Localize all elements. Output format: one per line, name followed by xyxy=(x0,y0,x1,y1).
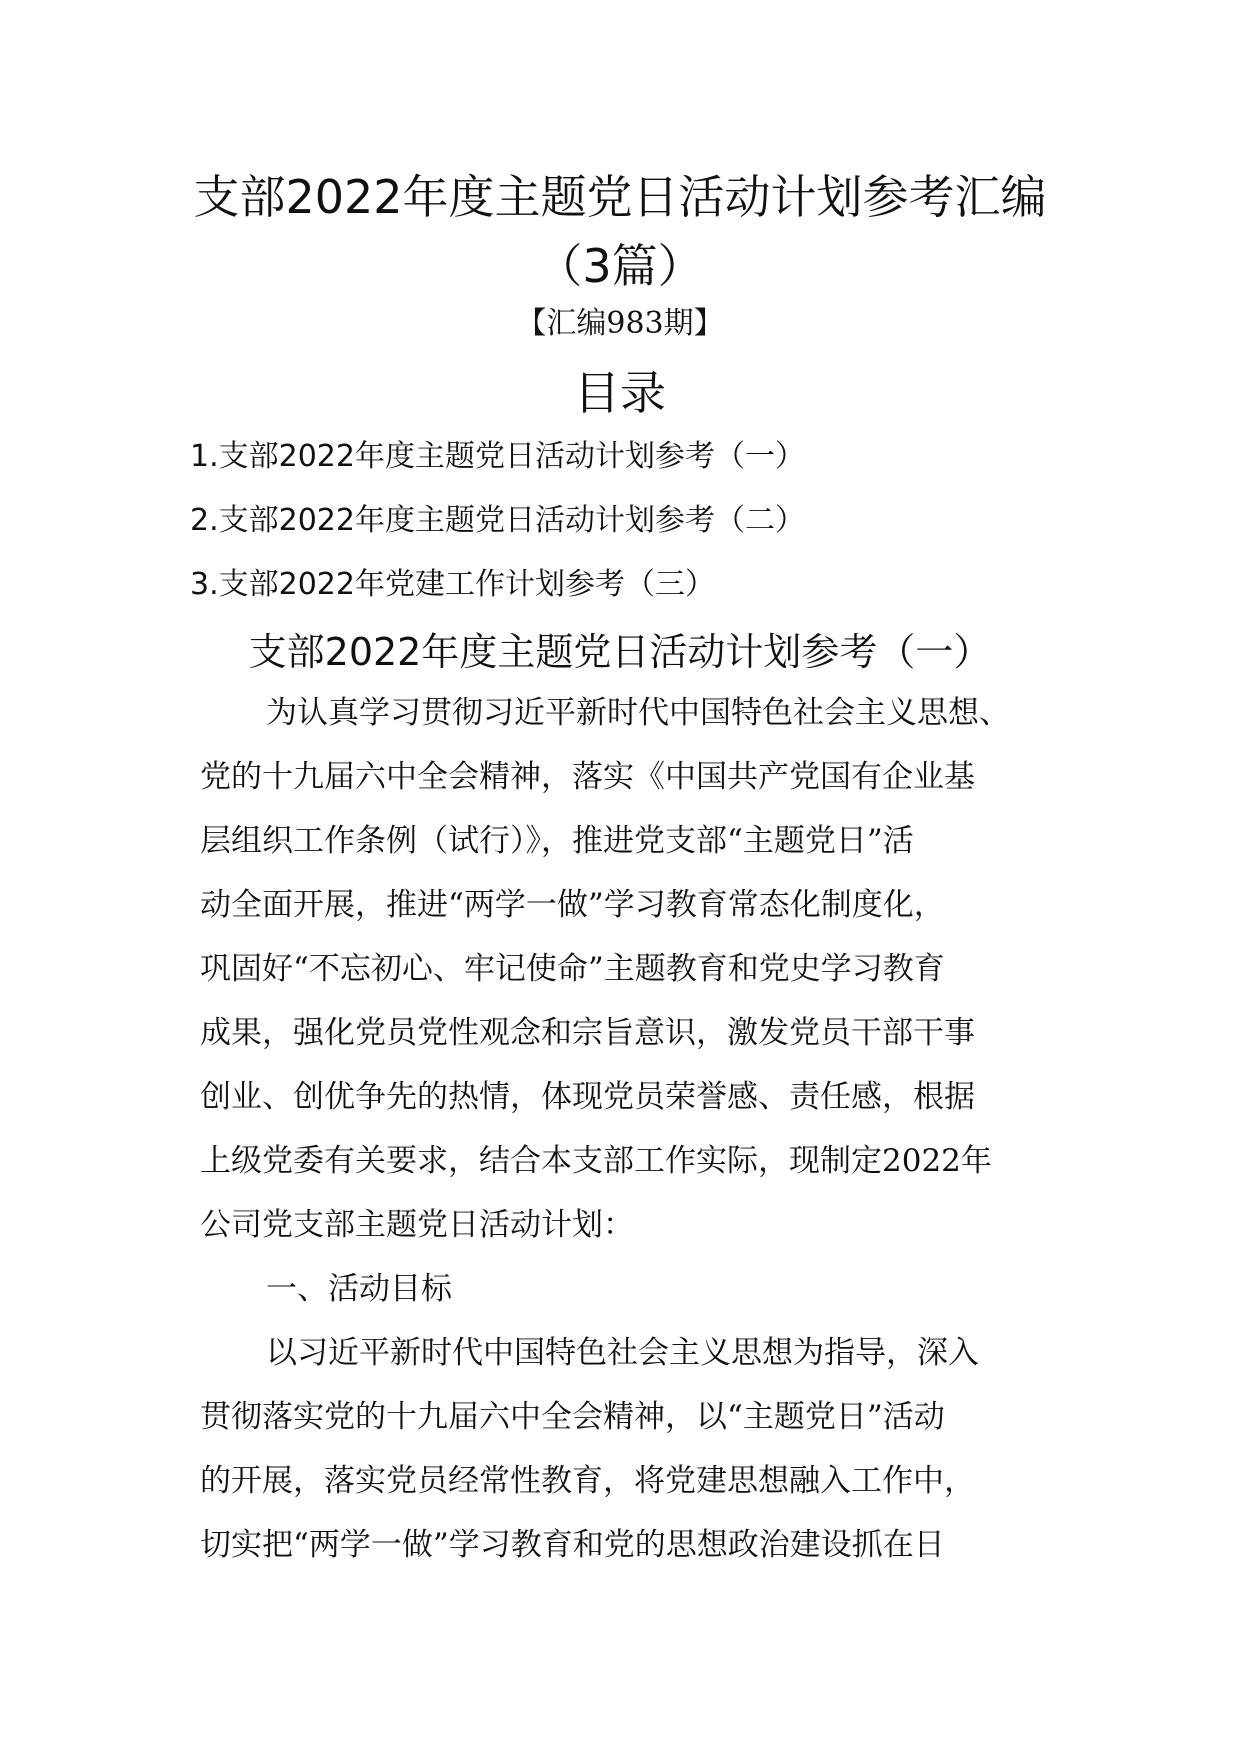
paragraph-line: 公司党支部主题党日活动计划： xyxy=(200,1207,634,1243)
toc-item: 2.支部2022年度主题党日活动计划参考（二） xyxy=(190,503,805,538)
paragraph-line: 动全面开展，推进“两学一做”学习教育常态化制度化， xyxy=(200,887,945,923)
paragraph-line: 的开展，落实党员经常性教育，将党建思想融入工作中， xyxy=(200,1463,975,1499)
paragraph-line: 为认真学习贯彻习近平新时代中国特色社会主义思想、 xyxy=(266,695,1010,731)
toc-item: 3.支部2022年党建工作计划参考（三） xyxy=(190,567,715,602)
toc-heading: 目录 xyxy=(574,366,666,420)
paragraph-line: 以习近平新时代中国特色社会主义思想为指导，深入 xyxy=(266,1335,979,1371)
document-title-line1: 支部2022年度主题党日活动计划参考汇编 xyxy=(193,170,1047,224)
document-title-line2: （3篇） xyxy=(536,239,704,293)
section-heading: 一、活动目标 xyxy=(266,1271,452,1307)
toc-item: 1.支部2022年度主题党日活动计划参考（一） xyxy=(190,439,805,474)
paragraph-line: 成果，强化党员党性观念和宗旨意识，激发党员干部干事 xyxy=(200,1015,975,1051)
paragraph-line: 上级党委有关要求，结合本支部工作实际，现制定2022年 xyxy=(200,1143,992,1179)
paragraph-line: 巩固好“不忘初心、牢记使命”主题教育和党史学习教育 xyxy=(200,951,945,987)
paragraph-line: 党的十九届六中全会精神，落实《中国共产党国有企业基 xyxy=(200,759,975,795)
issue-number: 【汇编983期】 xyxy=(516,306,724,341)
paragraph-line: 切实把“两学一做”学习教育和党的思想政治建设抓在日 xyxy=(200,1527,945,1563)
paragraph-line: 层组织工作条例（试行）》，推进党支部“主题党日”活 xyxy=(200,823,914,859)
paragraph-line: 贯彻落实党的十九届六中全会精神，以“主题党日”活动 xyxy=(200,1399,945,1435)
section-title: 支部2022年度主题党日活动计划参考（一） xyxy=(248,630,992,674)
paragraph-line: 创业、创优争先的热情，体现党员荣誉感、责任感，根据 xyxy=(200,1079,975,1115)
